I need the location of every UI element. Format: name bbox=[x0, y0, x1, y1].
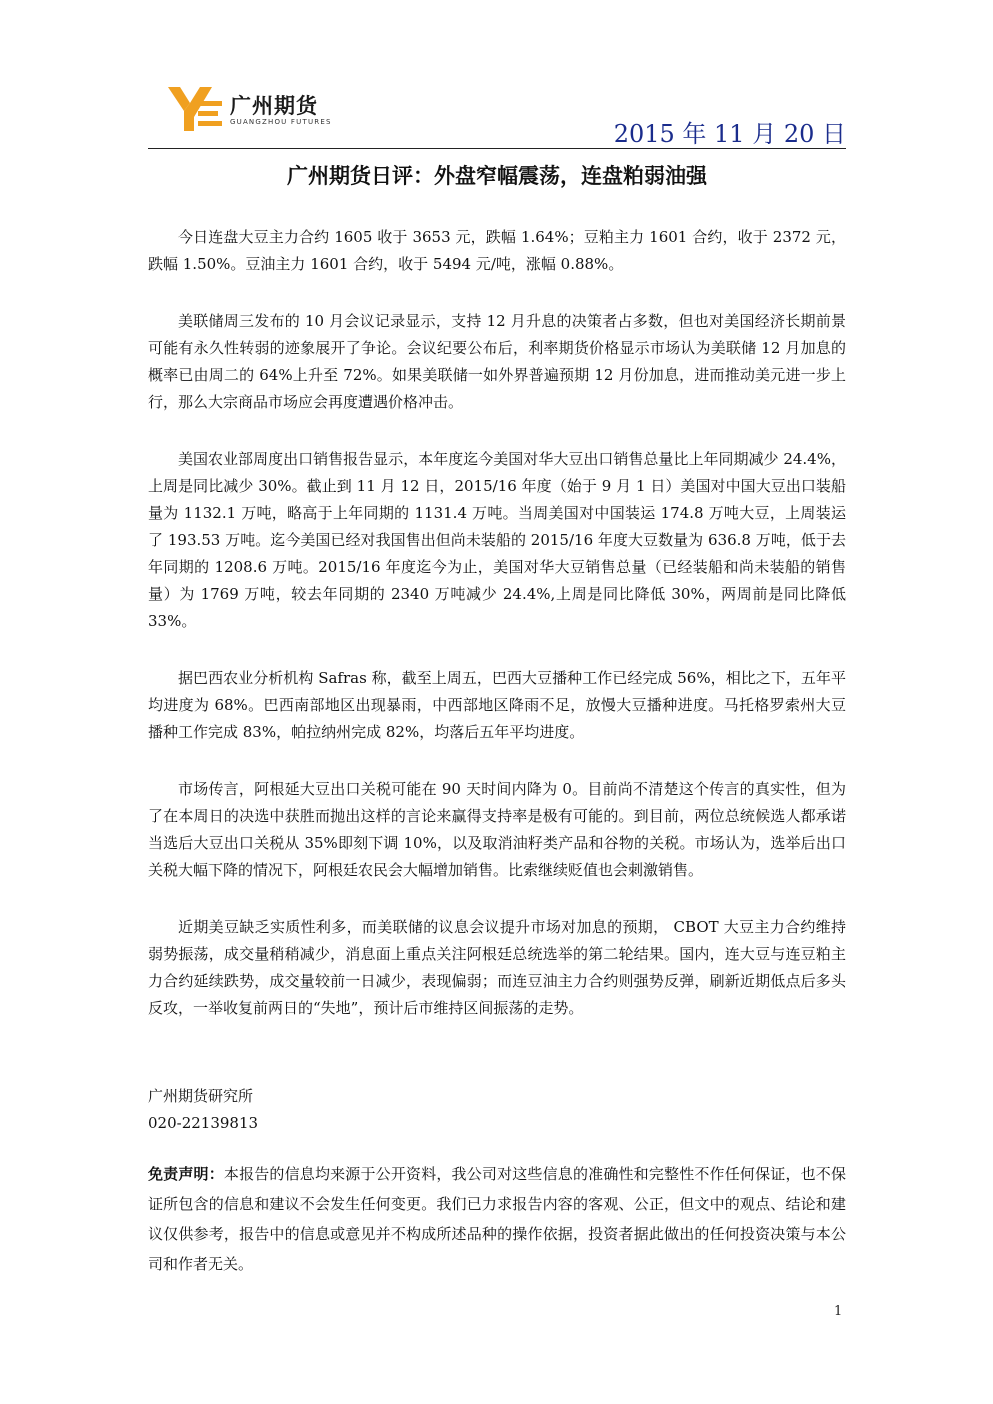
paragraph-usda-exports: 美国农业部周度出口销售报告显示，本年度迄今美国对华大豆出口销售总量比上年同期减少 24.4%，上周是同比减少 30%。截止到 11 月 12 日，2015/16 年度（始于 9 月 1 日）美国对中国大豆出口装船量为 1132.1 万吨，略高于上年同期的 1131.4 万吨。当周美国对中国装运 174.8 万吨大豆，上周装运了 193.53 万吨。迄今美国已经对我国售出但尚未装船的 2015/16 年度大豆数量为 636.8 万吨，低于去年同期的 1208.6 万吨。2015/16 年度迄今为止，美国对华大豆销售总量（已经装船和尚未装船的销售量）为 1769 万吨，较去年同期的 2340 万吨减少 24.4%,上周是同比降低 30%，两周前是同比降低 33%。 bbox=[148, 450, 846, 630]
logo-mark-icon bbox=[168, 87, 224, 131]
logo-text-cn: 广州期货 bbox=[230, 94, 318, 118]
paragraph-outlook: 近期美豆缺乏实质性利多，而美联储的议息会议提升市场对加息的预期， CBOT 大豆主力合约维持弱势振荡，成交量稍稍减少，消息面上重点关注阿根廷总统选举的第二轮结果。国内，连大豆与连豆粕主力合约延续跌势，成交量较前一日减少，表现偏弱；而连豆油主力合约则强势反弹，刷新近期低点后多头反攻，一举收复前两日的“失地”，预计后市维持区间振荡的走势。 bbox=[148, 918, 846, 1017]
research-institute: 广州期货研究所 bbox=[148, 1087, 254, 1105]
page-number: 1 bbox=[834, 1304, 843, 1319]
disclaimer bbox=[148, 1159, 846, 1279]
paragraph-argentina: 市场传言，阿根延大豆出口关税可能在 90 天时间内降为 0。目前尚不清楚这个传言的真实性，但为了在本周日的决选中获胜而抛出这样的言论来赢得支持率是极有可能的。到目前，两位总统候选人都承诺当选后大豆出口关税从 35%即刻下调 10%，以及取消油籽类产品和谷物的关税。市场认为，选举后出口关税大幅下降的情况下，阿根廷农民会大幅增加销售。比索继续贬值也会刺激销售。 bbox=[148, 780, 846, 879]
disclaimer-label: 免责声明： bbox=[148, 1165, 224, 1183]
company-logo bbox=[168, 87, 338, 131]
paragraph-fed: 美联储周三发布的 10 月会议记录显示，支持 12 月升息的决策者占多数，但也对美国经济长期前景可能有永久性转弱的迹象展开了争论。会议纪要公布后，利率期货价格显示市场认为美联储 12 月加息的概率已由周二的 64%上升至 72%。如果美联储一如外界普遍预期 12 月份加息，进而推动美元进一步上行，那么大宗商品市场应会再度遭遇价格冲击。 bbox=[148, 312, 846, 411]
paragraph-brazil: 据巴西农业分析机构 Safras 称，截至上周五，巴西大豆播种工作已经完成 56%，相比之下，五年平均进度为 68%。巴西南部地区出现暴雨，中西部地区降雨不足，放慢大豆播种进度。马托格罗索州大豆播种工作完成 83%，帕拉纳州完成 82%，均落后五年平均进度。 bbox=[148, 669, 846, 741]
phone-number: 020-22139813 bbox=[148, 1114, 259, 1132]
logo-text-en: GUANGZHOU FUTURES bbox=[230, 118, 332, 126]
page-header bbox=[148, 82, 846, 149]
paragraph-prices: 今日连盘大豆主力合约 1605 收于 3653 元，跌幅 1.64%；豆粕主力 1601 合约，收于 2372 元，跌幅 1.50%。豆油主力 1601 合约，收于 5494 元/吨，涨幅 0.88%。 bbox=[148, 228, 846, 273]
report-date: 2015 年 11 月 20 日 bbox=[613, 120, 846, 148]
report-body bbox=[148, 224, 846, 1052]
contact-block bbox=[148, 1083, 846, 1137]
report-title: 广州期货日评：外盘窄幅震荡，连盘粕弱油强 bbox=[287, 164, 707, 188]
disclaimer-text: 本报告的信息均来源于公开资料，我公司对这些信息的准确性和完整性不作任何保证，也不保证所包含的信息和建议不会发生任何变更。我们已力求报告内容的客观、公正，但文中的观点、结论和建议仅供参考，报告中的信息或意见并不构成所述品种的操作依据，投资者据此做出的任何投资决策与本公司和作者无关。 bbox=[148, 1165, 846, 1273]
